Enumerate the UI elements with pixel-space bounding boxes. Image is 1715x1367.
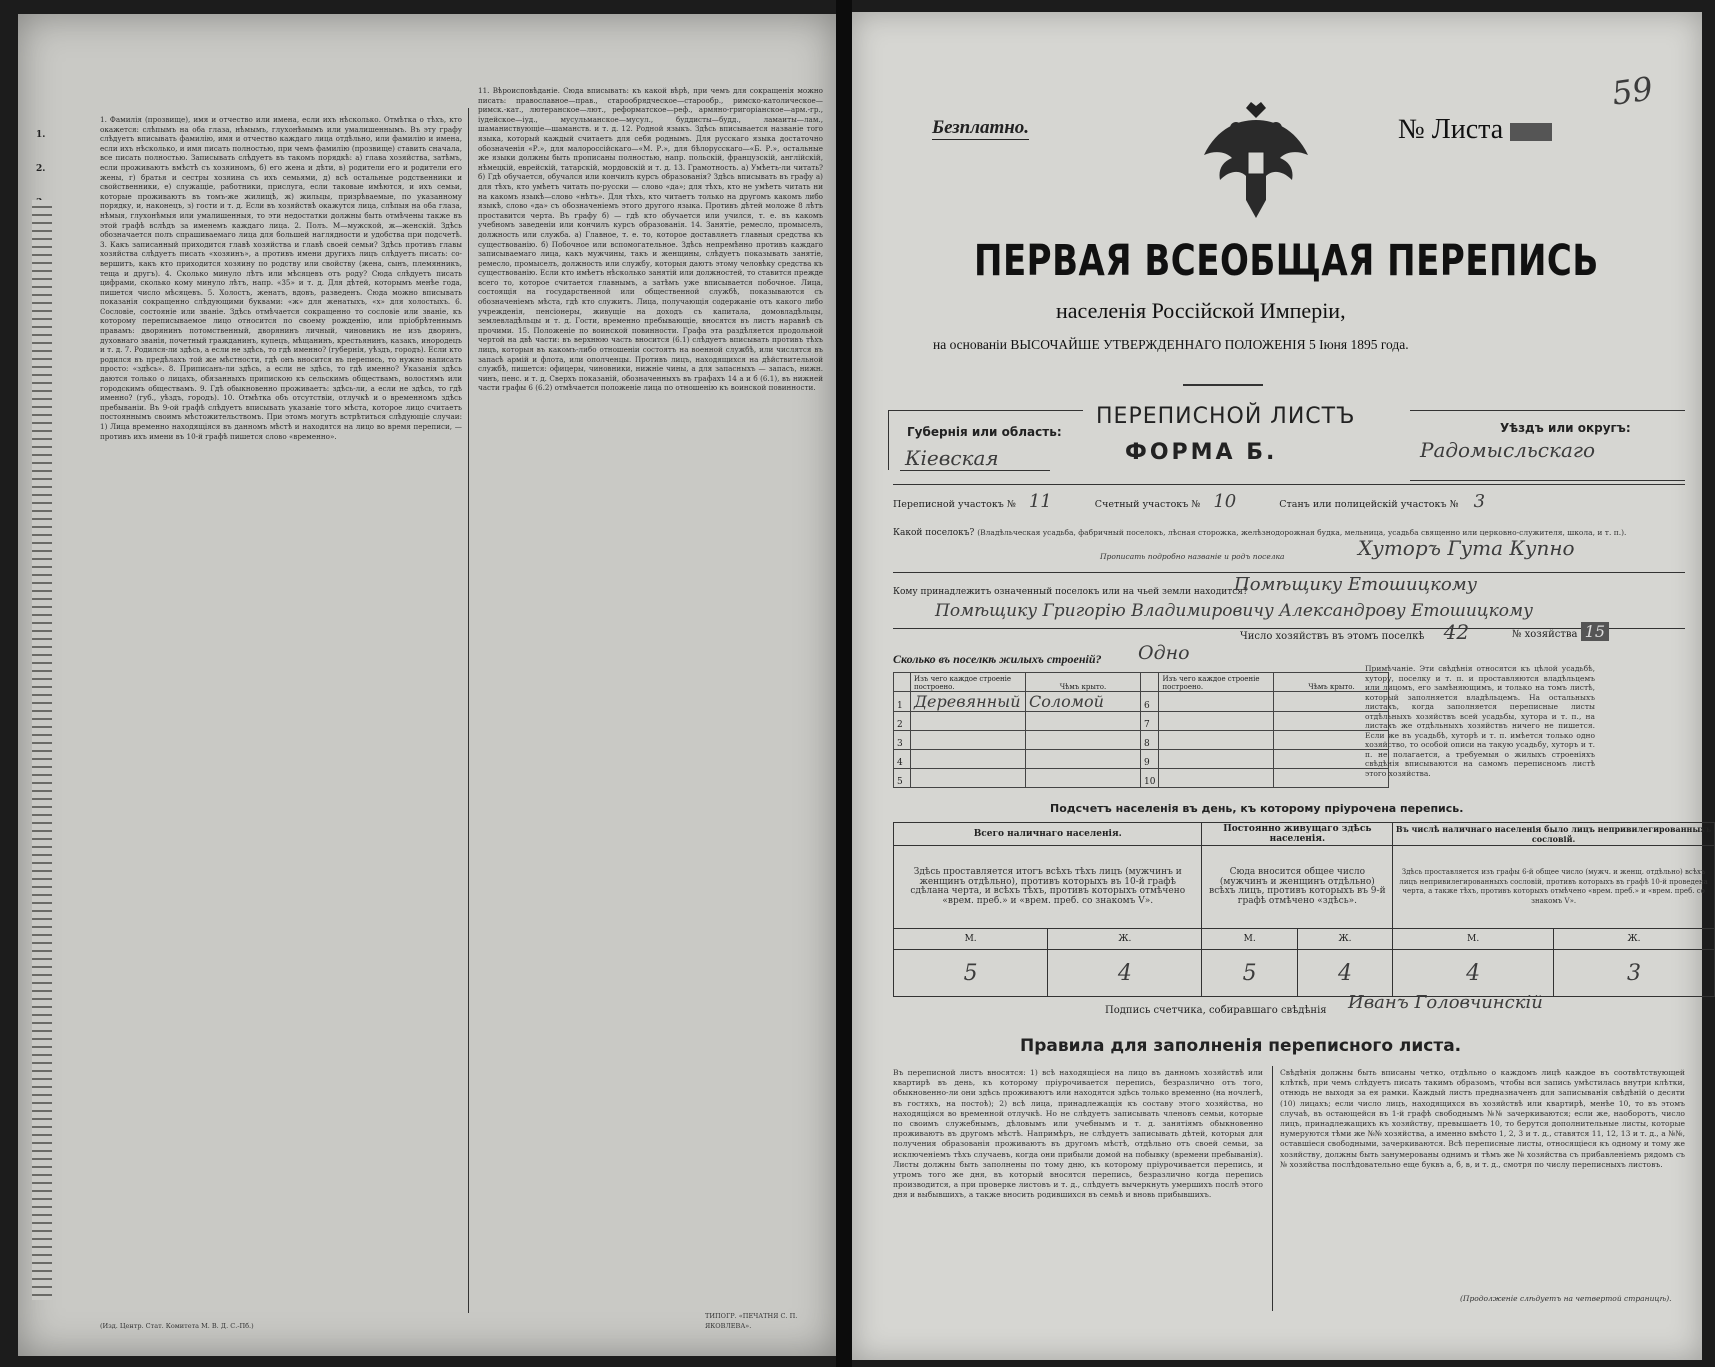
building-row-no: 7 — [1141, 712, 1159, 731]
building-roof: Соломой — [1026, 692, 1141, 712]
building-row-no: 2 — [894, 712, 911, 731]
household-number-value: 15 — [1581, 622, 1609, 641]
female-label: Ж. — [1554, 929, 1715, 950]
count-value: 4 — [1048, 950, 1202, 997]
page-number: 59 — [1609, 69, 1656, 113]
building-row — [894, 731, 1389, 750]
district-label: Уѣздъ или округъ: — [1500, 421, 1631, 435]
title-rule — [1183, 384, 1263, 386]
margin-num: 2. — [36, 164, 46, 174]
count-value: 4 — [1393, 950, 1554, 997]
owner-label: Кому принадлежитъ означенный поселокъ или на чьей земли находится? — [893, 587, 1248, 597]
settlement-value: Хуторъ Гута Купно — [1358, 536, 1575, 560]
rules-title: Правила для заполненія переписного листа. — [1020, 1036, 1462, 1056]
buildings-value: Одно — [1138, 642, 1190, 664]
police-area-value: 3 — [1473, 491, 1486, 512]
row-rule — [1410, 410, 1685, 411]
building-row — [894, 750, 1389, 769]
signature-value: Иванъ Головчинскій — [1348, 992, 1543, 1013]
building-row-no: 9 — [1141, 750, 1159, 769]
count-value: 3 — [1554, 950, 1715, 997]
sheet-title: ПЕРЕПИСНОЙ ЛИСТЪ — [1096, 404, 1356, 429]
households-value: 42 — [1443, 620, 1470, 644]
sheet-number — [1398, 114, 1552, 146]
areas-row — [893, 491, 1683, 512]
row-rule — [888, 410, 1083, 411]
building-col-roof: Чѣмъ крыто. — [1274, 673, 1389, 692]
count-value: 4 — [1297, 950, 1392, 997]
building-row-no: 3 — [894, 731, 911, 750]
margin-num: 1. — [36, 130, 46, 140]
building-row-no: 5 — [894, 769, 911, 788]
rules-right-text: Свѣдѣнія должны быть вписаны четко, отдѣльно о каждомъ лицѣ каждое въ соотвѣтствующей клѣткѣ, при чемъ слѣдуетъ писать такимъ образомъ, чтобы вся запись умѣстилась внутри клѣтки, отнюдь не выходя за ея рамки. Каждый листъ предназначенъ для записыванія свѣдѣній о десяти (10) лицахъ; если число лицъ, находящихся въ хозяйствѣ или квартирѣ, менѣе 10, то въ этомъ случаѣ, въ остающейся въ 1-й графѣ свободнымъ №№ зачеркиваются; если же, наоборотъ, число лицъ, принадлежащихъ къ хозяйству, превышаетъ 10, то берутся дополнительные листы, которые нумеруются тѣми же №№ хозяйства, а именно вмѣсто 1, 2, 3 и т. д., ставятся 11, 12, 13 и т. д., а №№, оставшіеся свободными, зачеркиваются. Всѣ переписные листы, относящіеся къ одному и тому же хозяйству, должны быть занумерованы однимъ и тѣмъ же № хозяйства съ прибавленіемъ рядомъ съ № хозяйства послѣдовательно еще буквъ а, б, в, и т. д., смотря по числу переписныхъ листовъ. — [1280, 1068, 1685, 1169]
count-col-total-desc: Здѣсь проставляется итогъ всѣхъ тѣхъ лицъ (мужчинъ и женщинъ отдѣльно), противъ которыхъ въ 10-й графѣ сдѣлана черта, и всѣхъ тѣхъ, противъ которыхъ отмѣчено «врем. преб.» и «врем. преб. со знакомъ V». — [894, 846, 1202, 929]
female-label: Ж. — [1048, 929, 1202, 950]
building-col-material: Изъ чего каждое строеніе построено. — [911, 673, 1026, 692]
form-label: ФОРМА Б. — [1125, 440, 1278, 465]
instructions-text-1: 1. Фамилія (прозвище), имя и отчество или имена, если ихъ нѣсколько. Отмѣтка о тѣхъ, кто окажется: слѣпымъ на оба глаза, нѣмымъ, глухонѣмымъ или умалишеннымъ. Въ эту графу слѣдуетъ вписывать фамилію, имя и отчество каждаго лица отдѣльно, или фамилію и имена, если ихъ нѣсколько, и имя писать полностью, при чемъ фамилію (прозвище) ставить сначала, все писать полностью. Записывать слѣдуетъ въ такомъ порядкѣ: а) глава хозяйства, затѣмъ, если проживаютъ вмѣстѣ съ хозяиномъ, б) его жена и дѣти, в) родители его и родители его жены, г) братья и сестры хозяина съ ихъ семьями, д) всѣ остальные родственники и свойственники, е) служащіе, работники, прислуга, если таковые имѣются, и ихъ семьи, которые проживаютъ въ томъ-же жилищѣ, ж) жильцы, призрѣваемые, по указанному порядку, и, наконецъ, з) гости и т. д. Если въ хозяйствѣ окажутся лица, слѣпыя на оба глаза, нѣмыя, глухонѣмыя или умалишенныя, то эти недостатки должны быть отмѣчены также въ этой графѣ вслѣдъ за именемъ каждаго лица. 2. Полъ. М—мужской, ж—женскій. Здѣсь обозначается полъ спрашиваемаго лица для большей наглядности и удобства при подсчетѣ. 3. Какъ записанный приходится главѣ хозяйства и главѣ своей семьи? Здѣсь противъ главы хозяйства слѣдуетъ писать «хозяинъ», а противъ имени другихъ лицъ слѣдуетъ писать: со-вершитъ, какъ кто приходится хозяину по родству или свойству (жена, сынъ, племянникъ, теща и другъ). 4. Сколько минуло лѣтъ или мѣсяцевъ отъ роду? Сюда слѣдуетъ писать цифрами, сколько кому минуло лѣтъ, напр. «35» и т. д. Для дѣтей, которымъ менѣе года, пишется число мѣсяцевъ. 5. Холостъ, женатъ, вдовъ, разведенъ. Сюда можно вписывать показанія сокращенно слѣдующими буквами: «ж» для женатыхъ, «х» для холостыхъ. 6. Сословіе, состояніе или званіе. Здѣсь отмѣчается сокращенно то сословіе или званіе, къ которому переписываемое лицо относится по своему рожденію, или пріобрѣтеннымъ правамъ: дворянинъ потомственный, дворянинъ личный, чиновникъ не изъ дворянъ, духовнаго званія, почетный гражданинъ, купецъ, мѣщанинъ, крестьянинъ, казакъ, инородецъ и т. д. 7. Родился-ли здѣсь, а если не здѣсь, то гдѣ именно? (губернія, уѣздъ, городъ). Если кто родился въ предѣлахъ той же мѣстности, гдѣ онъ вносится въ перепись, то нужно написать просто: «здѣсь». 8. Приписанъ-ли здѣсь, а если не здѣсь, то гдѣ именно? Указанія здѣсь даются только о лицахъ, обязанныхъ припискою къ сельскимъ обществамъ, волостямъ или городскимъ обществамъ. 9. Гдѣ обыкновенно проживаетъ: здѣсь-ли, а если не здѣсь, то гдѣ именно? (губ., уѣздъ, городъ). 10. Отмѣтка объ отсутствіи, отлучкѣ и о временномъ здѣсь пребываніи. Въ 9-ой графѣ слѣдуетъ вписывать указаніе того мѣста, которое лицо считаетъ постояннымъ своимъ мѣстожительствомъ. При этомъ могутъ встрѣтиться слѣдующіе случаи: 1) Лица временно находящіяся въ данномъ мѣстѣ и находятся на лицо во время переписи, — противъ ихъ имени въ 10-й графѣ пишется слово «временно». — [100, 115, 462, 441]
sheet-number-label: № Листа — [1398, 114, 1504, 145]
settlement-desc: (Владѣльческая усадьба, фабричный поселокъ, лѣсная сторожка, желѣзнодорожная будка, мельница, усадьба священно или церковно-служителя, школа, и т. п.). — [977, 528, 1627, 537]
buildings-table — [893, 672, 1389, 788]
building-material: Деревянный — [911, 692, 1026, 712]
population-count-table — [893, 822, 1715, 997]
count-area-label: Счетный участокъ № — [1094, 499, 1201, 510]
building-row — [894, 692, 1389, 712]
footer-publisher: (Изд. Центр. Стат. Комитета М. В. Д. С.-Пб.) — [100, 1322, 254, 1330]
row-rule — [888, 410, 889, 470]
owner-value-1: Помѣщику Етошицкому — [1234, 574, 1478, 595]
province-label: Губернія или область: — [907, 425, 1062, 439]
instructions-column-2 — [478, 86, 823, 1318]
row-rule — [893, 484, 1685, 485]
count-area-value: 10 — [1213, 491, 1237, 512]
count-value: 5 — [894, 950, 1048, 997]
row-rule — [900, 470, 1050, 471]
book-gutter — [836, 0, 852, 1367]
settlement-instr: Прописать подробно названіе и родъ поселка — [1100, 552, 1285, 561]
households-row — [1240, 620, 1470, 644]
count-col-total: Всего наличнаго населенія. — [894, 823, 1202, 846]
household-number-label: № хозяйства — [1512, 629, 1578, 640]
count-col-nonprivileged: Въ числѣ наличнаго населенія было лицъ непривилегированныхъ сословій. — [1393, 823, 1715, 846]
male-label: М. — [1393, 929, 1554, 950]
imperial-eagle-emblem — [1196, 100, 1316, 229]
building-row-no: 1 — [894, 692, 911, 712]
building-col-roof: Чѣмъ крыто. — [1026, 673, 1141, 692]
owner-value-2: Помѣщику Григорію Владимировичу Александрову Етошицкому — [935, 601, 1533, 621]
building-row-no: 10 — [1141, 769, 1159, 788]
household-number — [1512, 622, 1609, 641]
census-area-label: Переписной участокъ № — [893, 499, 1016, 510]
count-col-permanent: Постоянно живущаго здѣсь населенія. — [1202, 823, 1393, 846]
male-label: М. — [1202, 929, 1297, 950]
row-rule — [1410, 480, 1685, 481]
rules-continued: (Продолженіе слѣдуетъ на четвертой страницѣ). — [1460, 1294, 1672, 1303]
signature-label: Подпись счетчика, собиравшаго свѣдѣнія — [1105, 1005, 1327, 1016]
rules-divider — [1272, 1066, 1273, 1311]
buildings-note: Примѣчаніе. Эти свѣдѣнія относятся къ цѣлой усадьбѣ, хутору, поселку и т. п. и проставляются владѣльцемъ или лицомъ, его замѣняющимъ, и только на томъ листѣ, который заполняется владѣльцемъ. На остальныхъ листахъ, когда заполняется переписные листы отдѣльныхъ хозяйствъ всей усадьбы, хутора и т. п., на листахъ же отдѣльныхъ хозяйствъ ничего не пишется. Если же въ усадьбѣ, хуторѣ и т. п. имѣется только одно хозяйство, то особой описи на такую усадьбу, хуторъ и т. п. не полагается, а требуемыя о жилыхъ строеніяхъ свѣдѣнія вписываются на самомъ переписномъ листѣ этого хозяйства. — [1365, 664, 1595, 778]
buildings-label: Сколько въ поселкѣ жилыхъ строеній? — [893, 652, 1102, 666]
free-label: Безплатно. — [932, 117, 1030, 138]
district-value: Радомысльскаго — [1420, 438, 1596, 462]
building-row-no: 8 — [1141, 731, 1159, 750]
census-subtitle: населенія Россійской Имперіи, — [1056, 298, 1346, 323]
sheet-number-redacted — [1510, 123, 1552, 141]
building-row — [894, 769, 1389, 788]
census-basis: на основаніи ВЫСОЧАЙШЕ УТВЕРЖДЕННАГО ПОЛОЖЕНІЯ 5 Іюня 1895 года. — [933, 337, 1409, 352]
building-row — [894, 712, 1389, 731]
instructions-text-2: 11. Вѣроисповѣданіе. Сюда вписывать: къ какой вѣрѣ, при чемъ для сокращенія можно писать: православное—прав., старообрядческое—старообр., римско-католическое—римск.-кат., лютеранское—лют., реформатское—реф., армяно-григоріанское—арм.-гр., іудейское—іуд., мусульманское—мусул., буддисты—будд., ламаиты—лам., шаманиствующіе—шаманств. и т. д. 12. Родной языкъ. Здѣсь вписывается названіе того языка, который каждый считаетъ для себя роднымъ. Для русскаго языка достаточно обозначенія «Р.», для малороссійскаго—«М. Р.», для бѣлорусскаго—«Б. Р.», остальные же языки должны быть прописаны полностью, напр. польскій, французскій, англійскій, нѣмецкій, еврейскій, татарскій, мордовскій и т. д. 13. Грамотность. а) Умѣетъ-ли читать? б) Гдѣ обучается, обучался или кончилъ курсъ образованія? Здѣсь вписывать въ графу а) для тѣхъ, кто умѣетъ читать по-русски — слово «да»; для тѣхъ, кто не умѣетъ читать ни на какомъ языкѣ—слово «нѣтъ». Для тѣхъ, кто читаетъ только на другомъ какомъ либо языкѣ, слово «да» съ обозначеніемъ этого другого языка. Противъ дѣтей моложе 8 лѣтъ проставится черта. Въ графу б) — гдѣ кто обучается или учился, т. е. въ какомъ учебномъ заведеніи или кончилъ курсъ образованія. 14. Занятіе, ремесло, промыселъ, должность или служба. а) Главное, т. е. то, которое доставляетъ главныя средства къ существованію. б) Побочное или вспомогательное. Здѣсь непремѣнно противъ каждаго записываемаго лица, какъ мужчины, такъ и женщины, слѣдуетъ показывать занятіе, ремесло, промыселъ, должность или службу, которыя даютъ этому человѣку средства къ существованію. Если кто имѣетъ нѣсколько занятій или должностей, то ставится прежде всего то, которое считается главнымъ, а затѣмъ уже вписывается побочное. Лица, состоящія на государственной или общественной службѣ, показываются съ обозначеніемъ мѣста, гдѣ кто служитъ. Лица, получающія содержаніе отъ какого либо учрежденія, пенсіонеры, живущіе на доходъ съ капитала, домовладѣльцы, землевладѣльцы и т. д. Гости, временно пребывающіе, вносятся въ листъ наравнѣ съ прочими. 15. Положеніе по воинской повинности. Графа эта раздѣляется продольной чертой на двѣ части: въ верхнюю часть вносится (6.1) слѣдуетъ вписывать противъ тѣхъ лицъ, которыя въ какомъ-либо отношеніи состоятъ на военной службѣ, или числятся въ запасѣ армій и флота, или ополченцы. Противъ лицъ, находящихся на дѣйствительной службѣ, пишется: офицеры, чиновники, нижніе чины, а для запасныхъ — запасъ, нижн. чинъ, пенс. и т. д. Сверхъ показаній, обозначенныхъ въ графахъ 14 а и б (6.1), въ нижней части графы 6 (6.2) отмѣчается положеніе лица по отношенію къ воинской повинности. — [478, 86, 823, 393]
row-rule — [893, 572, 1685, 573]
building-row-no: 6 — [1141, 692, 1159, 712]
census-title: ПЕРВАЯ ВСЕОБЩАЯ ПЕРЕПИСЬ — [974, 236, 1599, 286]
building-row-no: 4 — [894, 750, 911, 769]
census-area-value: 11 — [1028, 491, 1052, 512]
count-col-nonprivileged-desc: Здѣсь проставляется изъ графы 6-й общее число (мужч. и женщ. отдѣльно) всѣхъ лицъ непривилегированныхъ сословій, противъ которыхъ въ графѣ 10-й проведена черта, а также тѣхъ, противъ которыхъ отмѣчено «врем. преб.» и «врем. преб. со знакомъ V». — [1393, 846, 1715, 929]
province-value: Кіевская — [905, 446, 999, 470]
building-col-material: Изъ чего каждое строеніе построено. — [1159, 673, 1274, 692]
footer-printer: ТИПОГР. «ПЕЧАТНЯ С. П. ЯКОВЛЕВА». — [705, 1312, 798, 1330]
rules-left-text: Въ переписной листъ вносятся: 1) всѣ находящіеся на лицо въ данномъ хозяйствѣ или квартирѣ въ день, къ которому пріурочивается перепись, безразлично отъ того, обыкновенно-ли они здѣсь проживаютъ или находятся здѣсь только временно (на ночлегѣ, въ гостяхъ, на постоѣ); 2) всѣ лица, принадлежащія къ составу этого хозяйства, но находящіяся во временной отлучкѣ. Но не слѣдуетъ записывать членовъ семьи, которые по своимъ служебнымъ, дѣловымъ или учебнымъ и т. д. занятіямъ обыкновенно проживаютъ въ другомъ мѣстѣ. Напримѣръ, не слѣдуетъ записывать дѣтей, которыя для получения образованія проживаютъ въ другомъ мѣстѣ, отдѣльно отъ своей семьи, за исключеніемъ тѣхъ случаевъ, когда они прибыли домой на побывку (времени пребыванія). Листы должны быть заполнены по тому дню, къ которому пріурочивается перепись, и утромъ того же дня, въ который вносятся перепись, безразлично когда перепись производится, а при проверке листовъ и т. д., слѣдуетъ вычеркнуть умершихъ послѣ этого дня и выбывшихъ, а также вносить родившихся въ семьѣ и вновь прибывшихъ. — [893, 1068, 1263, 1200]
count-col-permanent-desc: Сюда вносится общее число (мужчинъ и женщинъ отдѣльно) всѣхъ лицъ, противъ которыхъ въ 9-й графѣ отмѣчено «здѣсь». — [1202, 846, 1393, 929]
count-title: Подсчетъ населенія въ день, къ которому пріурочена перепись. — [1050, 802, 1464, 815]
police-area-label: Станъ или полицейскій участокъ № — [1279, 499, 1459, 510]
instructions-column-1 — [100, 115, 462, 1315]
count-value: 5 — [1202, 950, 1297, 997]
column-divider — [468, 108, 469, 1313]
male-label: М. — [894, 929, 1048, 950]
margin-rule-marks — [32, 200, 52, 1300]
households-label: Число хозяйствъ въ этомъ поселкѣ — [1240, 631, 1425, 642]
settlement-label: Какой поселокъ? — [893, 528, 975, 538]
female-label: Ж. — [1297, 929, 1392, 950]
